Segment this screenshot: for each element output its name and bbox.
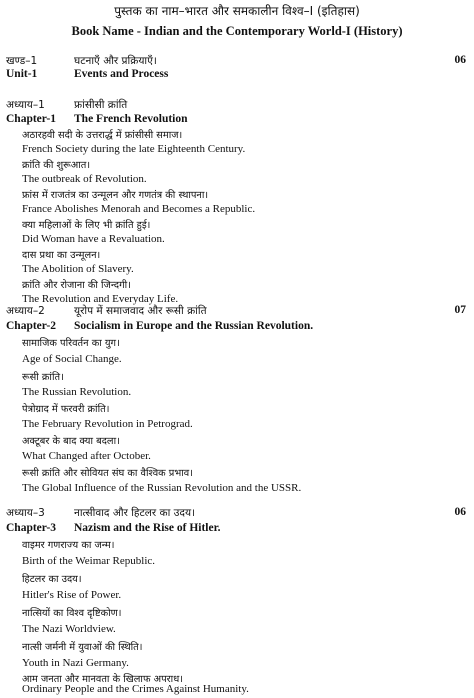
topic-line: रूसी क्रांति और सोवियत संघ का वैश्विक प्रभाव। <box>22 468 193 479</box>
adhyay-2-heading <box>6 304 466 320</box>
topic-line: नात्सियों का विश्व दृष्टिकोण। <box>22 608 122 619</box>
chapter-label: Chapter-2 <box>6 320 57 332</box>
adhyay-label: अध्याय–1 <box>6 99 45 111</box>
topic-line: The Russian Revolution. <box>22 386 132 398</box>
adhyay-label: अध्याय–2 <box>6 305 45 317</box>
topic-line: What Changed after October. <box>22 450 151 462</box>
topic-line: Did Woman have a Revaluation. <box>22 233 165 245</box>
adhyay-title: यूरोप में समाजवाद और रूसी क्रांति <box>74 305 207 317</box>
unit-page-number: 06 <box>454 54 466 66</box>
adhyay-title: नात्सीवाद और हिटलर का उदय। <box>74 507 196 519</box>
chapter-page-number: 07 <box>454 304 466 316</box>
topic-line: वाइमर गणराज्य का जन्म। <box>22 540 115 551</box>
chapter-label: Chapter-3 <box>6 522 57 534</box>
topic-line: अक्टूबर के बाद क्या बदला। <box>22 436 120 447</box>
topic-line: दास प्रथा का उन्मूलन। <box>22 250 101 261</box>
khand-title: घटनाएँ और प्रक्रियाएँ। <box>74 55 157 67</box>
topic-line: France Abolishes Menorah and Becomes a Republic. <box>22 203 256 215</box>
topic-line: Ordinary People and the Crimes Against Humanity. <box>22 683 249 695</box>
topic-line: Age of Social Change. <box>22 353 122 365</box>
unit-heading <box>6 68 466 84</box>
chapter-page-number: 06 <box>454 506 466 518</box>
topic-line: Birth of the Weimar Republic. <box>22 555 156 567</box>
hindi-book-title: पुस्तक का नाम–भारत और समकालीन विश्व–I (इतिहास) <box>114 4 360 18</box>
topic-line: सामाजिक परिवर्तन का युग। <box>22 338 120 349</box>
adhyay-3-heading <box>6 506 466 522</box>
topic-line: The outbreak of Revolution. <box>22 173 147 185</box>
topic-line: The Revolution and Everyday Life. <box>22 293 179 305</box>
chapter-title: Socialism in Europe and the Russian Revolution. <box>74 320 314 332</box>
unit-title: Events and Process <box>74 68 169 80</box>
topic-line: The Abolition of Slavery. <box>22 263 134 275</box>
chapter-2-heading <box>6 320 466 336</box>
topic-line: The Nazi Worldview. <box>22 623 116 635</box>
topic-line: पेत्रोग्राद में फरवरी क्रांति। <box>22 404 110 415</box>
adhyay-label: अध्याय–3 <box>6 507 45 519</box>
unit-label: Unit-1 <box>6 68 38 80</box>
chapter-1-heading <box>6 113 466 129</box>
khand-label: खण्ड–1 <box>6 55 38 67</box>
chapter-title: Nazism and the Rise of Hitler. <box>74 522 221 534</box>
topic-line: Hitler's Rise of Power. <box>22 589 122 601</box>
topic-line: Youth in Nazi Germany. <box>22 657 129 669</box>
topic-line: अठारहवी सदी के उत्तरार्द्ध में फ्रांसीसी समाज। <box>22 130 183 141</box>
topic-line: क्या महिलाओं के लिए भी क्रांति हुई। <box>22 220 151 231</box>
topic-line: रूसी क्रांति। <box>22 372 64 383</box>
adhyay-title: फ्रांसीसी क्रांति <box>74 99 128 111</box>
book-name-title: Book Name - Indian and the Contemporary World-I (History) <box>71 24 403 38</box>
topic-line: क्रांति की शुरूआत। <box>22 160 91 171</box>
topic-line: हिटलर का उदय। <box>22 574 82 585</box>
topic-line: फ्रांस में राजतंत्र का उन्मूलन और गणतंत्र की स्थापना। <box>22 190 209 201</box>
topic-line: The Global Influence of the Russian Revolution and the USSR. <box>22 482 302 494</box>
topic-line: नात्सी जर्मनी में युवाओं की स्थिति। <box>22 642 143 653</box>
topic-line: क्रांति और रोजाना की जिन्दगी। <box>22 280 131 291</box>
chapter-3-heading <box>6 522 466 538</box>
topic-line: French Society during the late Eighteenth Century. <box>22 143 246 155</box>
topic-line: आम जनता और मानवता के खिलाफ अपराध। <box>22 674 183 685</box>
chapter-title: The French Revolution <box>74 113 188 125</box>
chapter-label: Chapter-1 <box>6 113 57 125</box>
adhyay-1-heading <box>6 98 466 114</box>
topic-line: The February Revolution in Petrograd. <box>22 418 193 430</box>
